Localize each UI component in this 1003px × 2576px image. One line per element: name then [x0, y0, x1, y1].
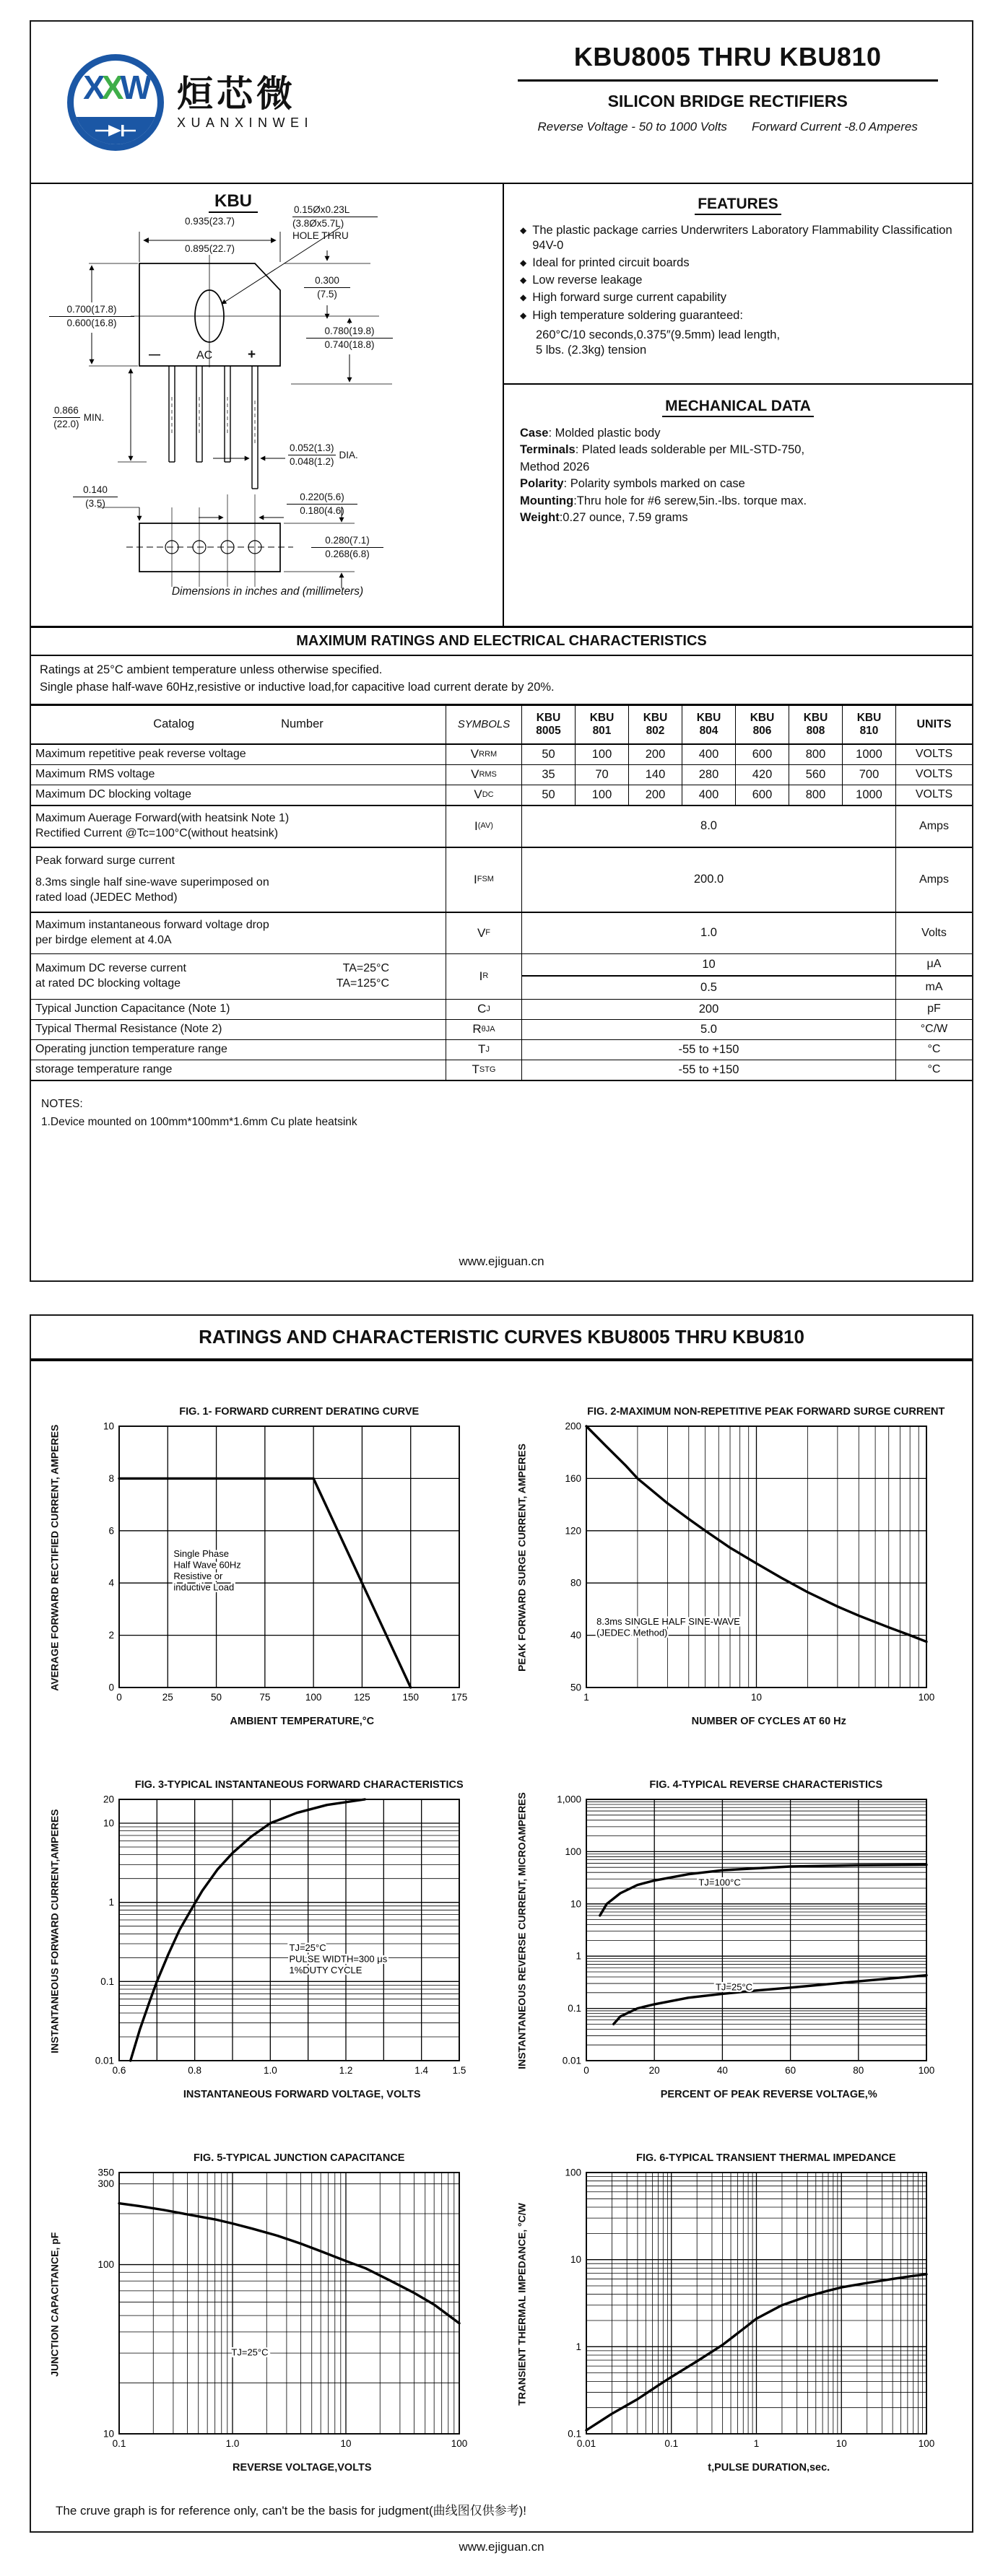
package-name: KBU — [194, 191, 273, 211]
diode-symbol-icon — [92, 123, 139, 139]
svg-text:0: 0 — [108, 1682, 114, 1693]
svg-text:Resistive or: Resistive or — [173, 1570, 223, 1581]
title-divider — [518, 79, 938, 82]
svg-text:10: 10 — [103, 1420, 114, 1432]
svg-text:TJ=25°C: TJ=25°C — [231, 2346, 269, 2357]
svg-text:TJ=25°C: TJ=25°C — [289, 1942, 326, 1953]
svg-text:2: 2 — [108, 1629, 114, 1641]
mech-terminals-cont: Method 2026 — [520, 460, 590, 473]
company-name-cn: 烜芯微 — [177, 73, 296, 114]
svg-text:0.1: 0.1 — [100, 1975, 114, 1987]
figure-2 — [505, 1387, 968, 1729]
mechanical-data-section — [504, 385, 972, 626]
svg-text:0: 0 — [583, 2064, 589, 2076]
figure-4-chart — [539, 1792, 939, 2087]
figure-6-chart — [539, 2165, 939, 2460]
figure-5 — [38, 2134, 501, 2475]
figure-4 — [505, 1760, 968, 2102]
forward-current-rating: Forward Current -8.0 Amperes — [751, 120, 918, 134]
figure-6-title: FIG. 6-TYPICAL TRANSIENT THERMAL IMPEDANCE — [635, 2152, 896, 2164]
characteristic-curves-grid — [31, 1361, 972, 2479]
svg-text:1,000: 1,000 — [556, 1794, 581, 1805]
svg-text:60: 60 — [784, 2064, 796, 2076]
svg-text:0.1: 0.1 — [112, 2437, 126, 2449]
package-drawing-canvas — [31, 184, 504, 617]
svg-text:1.5: 1.5 — [452, 2064, 466, 2076]
figure-3-title: FIG. 3-TYPICAL INSTANTANEOUS FORWARD CHARACTERISTICS — [134, 1778, 464, 1791]
svg-text:6: 6 — [108, 1525, 114, 1537]
svg-text:0.01: 0.01 — [95, 2055, 114, 2066]
model-header: KBU 802 — [629, 706, 682, 743]
svg-text:80: 80 — [570, 1577, 581, 1589]
diamond-bullet-icon: ◆ — [520, 310, 527, 320]
dim-lead-length: 0.866 (22.0) MIN. — [53, 405, 105, 430]
dim-body-width-max: 0.935(23.7) — [184, 216, 235, 227]
figure-2-y-axis-label: PEAK FORWARD SURGE CURRENT, AMPERES — [515, 1444, 527, 1672]
company-logo — [31, 22, 483, 183]
figure-3 — [38, 1760, 501, 2102]
figure-6-x-axis-label: t,PULSE DURATION,sec. — [708, 2461, 830, 2474]
svg-text:Single Phase: Single Phase — [173, 1547, 229, 1559]
figure-1-y-axis-label: AVERAGE FORWARD RECTIFIED CURRENT, AMPERES — [48, 1424, 61, 1691]
ratings-condition-line1: Ratings at 25°C ambient temperature unless otherwise specified. — [40, 663, 383, 676]
figure-1-title: FIG. 1- FORWARD CURRENT DERATING CURVE — [179, 1406, 420, 1418]
dim-lead-pitch: 0.220(5.6) 0.180(4.6) — [287, 492, 357, 517]
title-block — [483, 22, 972, 183]
table-row-cj: Typical Junction Capacitance (Note 1) C J 200 pF — [31, 1000, 972, 1020]
mechanical-data-heading: MECHANICAL DATA — [520, 398, 956, 415]
svg-text:0.1: 0.1 — [664, 2437, 678, 2449]
mech-weight: Weight:0.27 ounce, 7.59 grams — [520, 511, 688, 525]
features-section — [504, 184, 972, 385]
model-header: KBU 810 — [843, 706, 896, 743]
svg-text:80: 80 — [852, 2064, 864, 2076]
svg-text:1: 1 — [753, 2437, 759, 2449]
svg-text:10: 10 — [835, 2437, 847, 2449]
svg-text:1.4: 1.4 — [414, 2064, 429, 2076]
units-header: UNITS — [916, 717, 952, 730]
right-pane — [504, 184, 972, 626]
svg-text:0.1: 0.1 — [567, 2002, 581, 2014]
svg-text:40: 40 — [716, 2064, 728, 2076]
table-row-tj: Operating junction temperature range T J -55 to +150 °C — [31, 1040, 972, 1060]
figure-5-chart — [71, 2165, 472, 2460]
reference-disclaimer-note: The cruve graph is for reference only, can't be the basis for judgment(曲线图仅供参考)! — [56, 2504, 527, 2518]
svg-text:120: 120 — [564, 1525, 581, 1537]
dim-hole-offset: 0.300 (7.5) — [304, 275, 350, 300]
svg-text:10: 10 — [570, 2253, 581, 2265]
svg-text:10: 10 — [103, 2428, 114, 2440]
figure-2-chart — [539, 1419, 939, 1713]
table-header-row — [31, 706, 972, 745]
dim-lead-diameter: 0.052(1.3) 0.048(1.2) DIA. — [290, 442, 358, 468]
figure-5-x-axis-label: REVERSE VOLTAGE,VOLTS — [232, 2461, 372, 2474]
svg-text:1.2: 1.2 — [339, 2064, 353, 2076]
svg-text:100: 100 — [918, 2437, 934, 2449]
table-row-tstg: storage temperature range T STG -55 to +150 °C — [31, 1060, 972, 1080]
figure-1-chart — [71, 1419, 472, 1713]
dim-body-height-left: 0.700(17.8) 0.600(16.8) — [49, 304, 134, 329]
diamond-bullet-icon: ◆ — [520, 225, 527, 235]
table-row-vdc: Maximum DC blocking voltage V DC 50 100 200 400 600 800 1000 VOLTS — [31, 785, 972, 806]
table-row-vrms: Maximum RMS voltage V RMS 35 70 140 280 420 560 700 VOLTS — [31, 765, 972, 785]
ratings-table — [31, 704, 972, 1081]
model-header: KBU 801 — [576, 706, 629, 743]
svg-text:75: 75 — [259, 1691, 271, 1703]
svg-text:1: 1 — [575, 2341, 581, 2352]
svg-text:0.01: 0.01 — [576, 2437, 596, 2449]
page2-title: RATINGS AND CHARACTERISTIC CURVES KBU8005 THRU KBU810 — [31, 1316, 972, 1361]
mech-mounting: Mounting:Thru hole for #6 serew,5in.-lbs. torque max. — [520, 494, 807, 507]
device-type-subtitle: SILICON BRIDGE RECTIFIERS — [607, 92, 848, 110]
svg-text:100: 100 — [451, 2437, 468, 2449]
svg-text:1.0: 1.0 — [225, 2437, 240, 2449]
figure-4-y-axis-label: INSTANTANEOUS REVERSE CURRENT, MICROAMPERES — [515, 1792, 527, 2069]
dimensions-caption: Dimensions in inches and (millimeters) — [171, 585, 364, 598]
table-row-ir: Maximum DC reverse current TA=25°C at rated DC blocking voltage TA=125°C I R 10 μA 0.5 mA — [31, 954, 972, 1000]
svg-text:0.1: 0.1 — [567, 2428, 581, 2440]
figure-5-y-axis-label: JUNCTION CAPACITANCE, pF — [48, 2231, 61, 2377]
svg-text:10: 10 — [750, 1691, 762, 1703]
figure-3-chart — [71, 1792, 472, 2087]
svg-text:1: 1 — [583, 1691, 589, 1703]
package-and-features-section — [31, 184, 972, 628]
svg-text:0.01: 0.01 — [562, 2055, 581, 2066]
svg-text:50: 50 — [570, 1682, 581, 1693]
svg-text:0.6: 0.6 — [112, 2064, 126, 2076]
svg-text:20: 20 — [648, 2064, 660, 2076]
feature-item: ◆ Ideal for printed circuit boards — [520, 256, 956, 271]
svg-text:125: 125 — [354, 1691, 370, 1703]
mech-case: Case: Molded plastic body — [520, 427, 661, 440]
figure-1-x-axis-label: AMBIENT TEMPERATURE,°C — [230, 1715, 375, 1727]
feature-item: ◆ High temperature soldering guaranteed: — [520, 308, 956, 323]
logo-diode-band — [74, 117, 157, 144]
ratings-band-title: MAXIMUM RATINGS AND ELECTRICAL CHARACTERISTICS — [31, 628, 972, 656]
svg-text:1: 1 — [108, 1896, 114, 1908]
dim-mounting-hole: 0.15Øx0.23L (3.8Øx5.7L) HOLE THRU — [292, 204, 378, 243]
svg-text:0: 0 — [116, 1691, 122, 1703]
figure-4-x-axis-label: PERCENT OF PEAK REVERSE VOLTAGE,% — [660, 2088, 877, 2100]
page2-footer-url: www.ejiguan.cn — [459, 2540, 544, 2554]
figure-3-y-axis-label: INSTANTANEOUS FORWARD CURRENT,AMPERES — [48, 1808, 61, 2053]
svg-text:100: 100 — [564, 1846, 581, 1857]
svg-text:160: 160 — [564, 1472, 581, 1484]
catalog-number-header: Catalog Number — [31, 706, 446, 743]
company-name-en: XUANXINWEI — [177, 115, 314, 130]
feature-item: ◆ The plastic package carries Underwriters Laboratory Flammability Classification 94V-0 — [520, 223, 956, 253]
model-header: KBU 806 — [736, 706, 789, 743]
company-name — [177, 74, 313, 131]
svg-text:PULSE WIDTH=300 μs: PULSE WIDTH=300 μs — [289, 1953, 388, 1965]
figure-2-x-axis-label: NUMBER OF CYCLES AT 60 Hz — [691, 1715, 846, 1727]
features-heading: FEATURES — [520, 196, 956, 213]
feature-item: ◆ Low reverse leakage — [520, 273, 956, 288]
figure-4-title: FIG. 4-TYPICAL REVERSE CHARACTERISTICS — [649, 1778, 883, 1791]
reverse-voltage-range: Reverse Voltage - 50 to 1000 Volts — [537, 120, 727, 134]
svg-text:50: 50 — [211, 1691, 222, 1703]
table-row-vf: Maximum instantaneous forward voltage drop per birdge element at 4.0A V F 1.0 Volts — [31, 913, 972, 954]
page1-header — [31, 22, 972, 184]
svg-text:175: 175 — [451, 1691, 468, 1703]
feature-item-continuation: 260°C/10 seconds,0.375″(9.5mm) lead length, 5 lbs. (2.3kg) tension — [536, 328, 781, 357]
dim-lead-edge-offset: 0.140 (3.5) — [73, 484, 118, 510]
package-outline-pane — [31, 184, 504, 626]
svg-text:4: 4 — [108, 1577, 114, 1589]
mech-terminals: Terminals: Plated leads solderable per MIL-STD-750, — [520, 443, 805, 457]
svg-text:10: 10 — [340, 2437, 352, 2449]
ratings-condition-line2: Single phase half-wave 60Hz,resistive or inductive load,for capacitive load current derate by 20%. — [40, 680, 555, 694]
note-1: 1.Device mounted on 100mm*100mm*1.6mm Cu plate heatsink — [41, 1115, 357, 1128]
logo-circle-icon — [67, 54, 164, 151]
figure-6-y-axis-label: TRANSIENT THERMAL IMPEDANCE, °C/W — [515, 2202, 527, 2406]
svg-text:(JEDEC Method): (JEDEC Method) — [596, 1627, 667, 1638]
diamond-bullet-icon: ◆ — [520, 258, 527, 268]
dim-body-depth: 0.280(7.1) 0.268(6.8) — [311, 535, 383, 560]
datasheet-page-2 — [30, 1314, 973, 2533]
svg-text:0.8: 0.8 — [188, 2064, 202, 2076]
model-header: KBU 804 — [682, 706, 736, 743]
minus-terminal-mark: — — [149, 349, 160, 361]
mech-polarity: Polarity: Polarity symbols marked on case — [520, 477, 745, 491]
diamond-bullet-icon: ◆ — [520, 275, 527, 286]
svg-text:1%DUTY CYCLE: 1%DUTY CYCLE — [289, 1964, 362, 1975]
symbols-header: SYMBOLS — [446, 706, 522, 743]
page1-footer-url: www.ejiguan.cn — [459, 1254, 544, 1268]
svg-text:1: 1 — [575, 1950, 581, 1962]
dim-body-width-min: 0.895(22.7) — [184, 243, 235, 254]
figure-1 — [38, 1387, 501, 1729]
svg-text:TJ=100°C: TJ=100°C — [698, 1877, 741, 1888]
svg-text:100: 100 — [97, 2258, 114, 2270]
figure-5-title: FIG. 5-TYPICAL JUNCTION CAPACITANCE — [194, 2152, 405, 2164]
svg-text:100: 100 — [564, 2167, 581, 2178]
svg-text:10: 10 — [570, 1898, 581, 1909]
svg-text:100: 100 — [918, 2064, 934, 2076]
ratings-tagline — [483, 120, 972, 134]
figure-3-x-axis-label: INSTANTANEOUS FORWARD VOLTAGE, VOLTS — [183, 2088, 421, 2100]
feature-item: ◆ High forward surge current capability — [520, 290, 956, 305]
figure-6 — [505, 2134, 968, 2475]
datasheet-page-1 — [30, 20, 973, 1282]
svg-text:200: 200 — [564, 1420, 581, 1432]
svg-text:8.3ms SINGLE HALF SINE-WAVE: 8.3ms SINGLE HALF SINE-WAVE — [596, 1615, 740, 1627]
svg-text:Half Wave 60Hz: Half Wave 60Hz — [173, 1559, 241, 1571]
figure-2-title: FIG. 2-MAXIMUM NON-REPETITIVE PEAK FORWARD SURGE CURRENT — [587, 1406, 945, 1418]
svg-text:TJ=25°C: TJ=25°C — [715, 1981, 752, 1992]
svg-text:300: 300 — [97, 2178, 114, 2189]
svg-text:inductive Load: inductive Load — [173, 1581, 235, 1593]
plus-terminal-mark: + — [248, 347, 256, 362]
svg-text:25: 25 — [162, 1691, 173, 1703]
package-drawing — [31, 184, 504, 617]
model-header: KBU 8005 — [522, 706, 576, 743]
ac-terminal-mark: AC — [196, 349, 213, 362]
svg-text:1.0: 1.0 — [263, 2064, 277, 2076]
notes-heading: NOTES: — [41, 1097, 83, 1110]
model-header: KBU 808 — [789, 706, 843, 743]
table-row-vrrm: Maximum repetitive peak reverse voltage V RRM 50 100 200 400 600 800 1000 VOLTS — [31, 745, 972, 765]
table-row-rthja: Typical Thermal Resistance (Note 2) R θJA 5.0 °C/W — [31, 1020, 972, 1040]
svg-text:350: 350 — [97, 2167, 114, 2178]
part-range-title: KBU8005 THRU KBU810 — [573, 42, 882, 71]
svg-text:40: 40 — [570, 1629, 581, 1641]
table-row-iav: Maximum Auerage Forward(with heatsink Note 1) Rectified Current @Tc=100°C(without heatsink) I (AV) 8.0 Amps — [31, 806, 972, 848]
dim-body-height-right: 0.780(19.8) 0.740(18.8) — [306, 326, 393, 351]
svg-text:8: 8 — [108, 1472, 114, 1484]
logo-xxw-monogram: XXW — [83, 68, 148, 106]
svg-text:10: 10 — [103, 1817, 114, 1829]
svg-text:100: 100 — [305, 1691, 322, 1703]
svg-text:150: 150 — [402, 1691, 419, 1703]
svg-text:20: 20 — [103, 1794, 114, 1805]
ratings-conditions — [31, 656, 972, 704]
svg-text:100: 100 — [918, 1691, 934, 1703]
table-row-ifsm: Peak forward surge current 8.3ms single half sine-wave superimposed on rated load (JEDEC Method) I FSM 200.0 Amps — [31, 848, 972, 913]
notes-section — [31, 1081, 972, 1247]
diamond-bullet-icon: ◆ — [520, 292, 527, 303]
